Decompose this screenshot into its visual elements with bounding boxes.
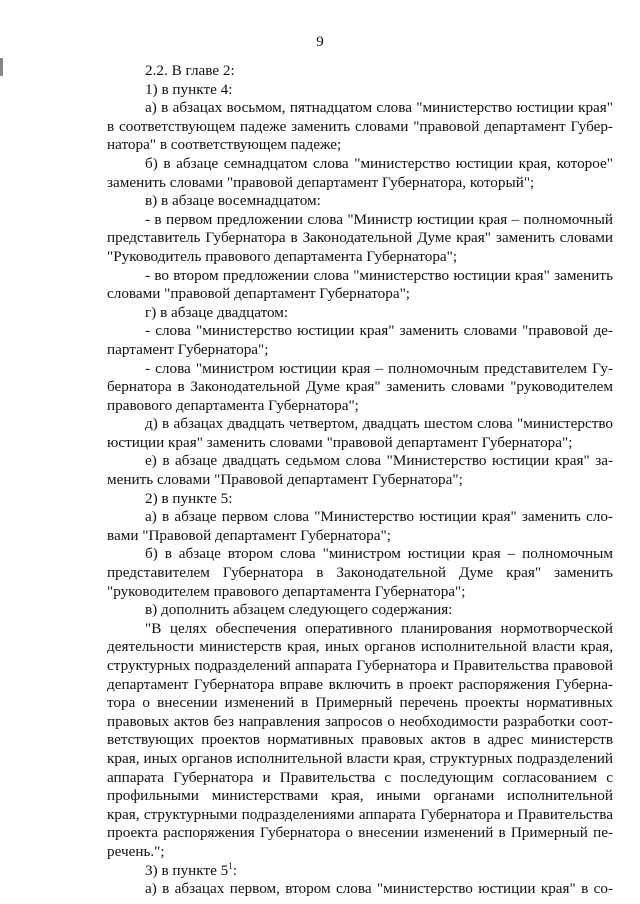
text-line bbox=[107, 267, 613, 286]
text-line-content: профильными министерствами края, иными органами исполнительной bbox=[107, 787, 613, 805]
text-line bbox=[107, 880, 613, 899]
text-line-content: тора о внесении изменений в Примерный перечень проекты нормативных bbox=[107, 694, 613, 712]
text-line bbox=[107, 527, 613, 546]
text-line bbox=[107, 136, 613, 155]
text-line bbox=[107, 397, 613, 416]
text-line-content: 2.2. В главе 2: bbox=[145, 62, 235, 79]
text-line bbox=[107, 192, 613, 211]
text-line bbox=[107, 862, 613, 881]
text-line-content: 2) в пункте 5: bbox=[145, 489, 233, 507]
text-line bbox=[107, 824, 613, 843]
text-line-content: правового департамента Губернатора"; bbox=[107, 396, 359, 414]
text-line-content: бернатора в Законодательной Думе края" заменить словами "руководителем bbox=[107, 378, 613, 396]
text-line-content: структурных подразделений аппарата Губернатора и Правительства правовой bbox=[107, 657, 613, 674]
text-line bbox=[107, 118, 613, 137]
text-line-content: представителем Губернатора в Законодательной Думе края" заменить bbox=[107, 564, 613, 582]
text-line bbox=[107, 787, 613, 806]
text-line bbox=[107, 508, 613, 527]
text-line-content: "Руководитель правового департамента Губернатора"; bbox=[107, 247, 458, 265]
text-line bbox=[107, 638, 613, 657]
text-line-content: представитель Губернатора в Законодательной Думе края" заменить словами bbox=[107, 229, 613, 247]
text-line-content: департамент Губернатора вправе включить в проект распоряжения Губерна- bbox=[107, 675, 613, 693]
text-line-content: аппарата Губернатора и Правительства с последующим согласованием с bbox=[107, 768, 613, 786]
text-line bbox=[107, 415, 613, 434]
text-line-content: правовых актов без направления запросов о необходимости разработки соот- bbox=[107, 712, 613, 730]
text-line-content: д) в абзацах двадцать четвертом, двадцать шестом слова "министерство bbox=[145, 415, 613, 433]
text-line-content: - в первом предложении слова "Министр юстиции края – полномочный bbox=[145, 210, 613, 228]
text-line bbox=[107, 713, 613, 732]
text-line-content: а) в абзаце первом слова "Министерство юстиции края" заменить сло- bbox=[145, 508, 613, 526]
text-line bbox=[107, 843, 613, 862]
text-line bbox=[107, 248, 613, 267]
text-line bbox=[107, 583, 613, 602]
text-line bbox=[107, 601, 613, 620]
text-line bbox=[107, 545, 613, 564]
text-line bbox=[107, 174, 613, 193]
text-line-content: партамент Губернатора"; bbox=[107, 340, 269, 358]
page-number: 9 bbox=[316, 34, 324, 50]
text-line-content: словами "правовой департамент Губернатора"; bbox=[107, 285, 410, 303]
text-line bbox=[107, 360, 613, 379]
text-line bbox=[107, 676, 613, 695]
text-line-content: 3) в пункте 5 bbox=[145, 861, 229, 879]
text-line-tail: : bbox=[232, 861, 237, 879]
document-body bbox=[107, 62, 613, 899]
text-line-content: - слова "министром юстиции края – полномочным представителем Гу- bbox=[145, 359, 613, 377]
text-line-content: края, иных органов исполнительной власти края, структурных подразделений bbox=[107, 749, 613, 767]
text-line-content: "руководителем правового департамента Губернатора"; bbox=[107, 582, 466, 600]
text-line-content: речень."; bbox=[107, 842, 165, 860]
text-line-content: вами "Правовой департамент Губернатора"; bbox=[107, 526, 391, 544]
text-line-content: края, структурными подразделениями аппарата Губернатора и Правительства bbox=[107, 805, 613, 823]
text-line bbox=[107, 378, 613, 397]
text-line bbox=[107, 434, 613, 453]
text-line bbox=[107, 750, 613, 769]
text-line bbox=[107, 731, 613, 750]
text-line-content: - слова "министерство юстиции края" заменить словами "правовой де- bbox=[145, 322, 613, 340]
text-line-content: заменить словами "правовой департамент Губернатора, который"; bbox=[107, 173, 535, 191]
text-line bbox=[107, 694, 613, 713]
text-line-content: "В целях обеспечения оперативного планирования нормотворческой bbox=[145, 619, 613, 637]
text-line-content: - во втором предложении слова "министерство юстиции края" заменить bbox=[145, 266, 613, 284]
text-line-content: натора" в соответствующем падеже; bbox=[107, 136, 342, 154]
text-line-content: в соответствующем падеже заменить словами "правовой департамент Губер- bbox=[107, 117, 613, 135]
text-line bbox=[107, 769, 613, 788]
text-line-content: деятельности министерств края, иных органов исполнительной власти края, bbox=[107, 638, 613, 656]
text-line bbox=[107, 229, 613, 248]
text-line-content: менить словами "Правовой департамент Губернатора"; bbox=[107, 471, 463, 489]
text-line bbox=[107, 657, 613, 676]
text-line bbox=[107, 155, 613, 174]
text-line-content: 1) в пункте 4: bbox=[145, 80, 233, 98]
text-line bbox=[107, 620, 613, 639]
text-line bbox=[107, 341, 613, 360]
text-line bbox=[107, 62, 613, 81]
text-line bbox=[107, 304, 613, 323]
text-line-content: г) в абзаце двадцатом: bbox=[145, 303, 289, 321]
text-line bbox=[107, 322, 613, 341]
text-line bbox=[107, 211, 613, 230]
text-line-content: проекта распоряжения Губернатора о внесении изменений в Примерный пе- bbox=[107, 824, 613, 842]
text-line-content: ветствующих проектов нормативных правовых актов в адрес министерств bbox=[107, 731, 613, 749]
text-line-content: а) в абзацах восьмом, пятнадцатом слова "министерство юстиции края" bbox=[145, 99, 613, 117]
text-line bbox=[107, 99, 613, 118]
text-line bbox=[107, 806, 613, 825]
text-line bbox=[107, 564, 613, 583]
text-line-content: в) дополнить абзацем следующего содержания: bbox=[145, 601, 453, 619]
text-line bbox=[107, 452, 613, 471]
superscript: 1 bbox=[228, 860, 233, 871]
text-line-content: е) в абзаце двадцать седьмом слова "Министерство юстиции края" за- bbox=[145, 452, 613, 470]
text-line-content: юстиции края" заменить словами "правовой департамент Губернатора"; bbox=[107, 433, 573, 451]
text-line-content: б) в абзаце втором слова "министром юстиции края – полномочным bbox=[145, 545, 613, 563]
text-line bbox=[107, 490, 613, 509]
text-line-content: б) в абзаце семнадцатом слова "министерство юстиции края, которое" bbox=[145, 154, 613, 172]
text-line bbox=[107, 285, 613, 304]
scan-edge-mark bbox=[0, 58, 3, 76]
text-line-content: а) в абзацах первом, втором слова "министерство юстиции края" в со- bbox=[145, 880, 613, 898]
text-line-content: в) в абзаце восемнадцатом: bbox=[145, 192, 321, 210]
text-line bbox=[107, 81, 613, 100]
text-line bbox=[107, 471, 613, 490]
